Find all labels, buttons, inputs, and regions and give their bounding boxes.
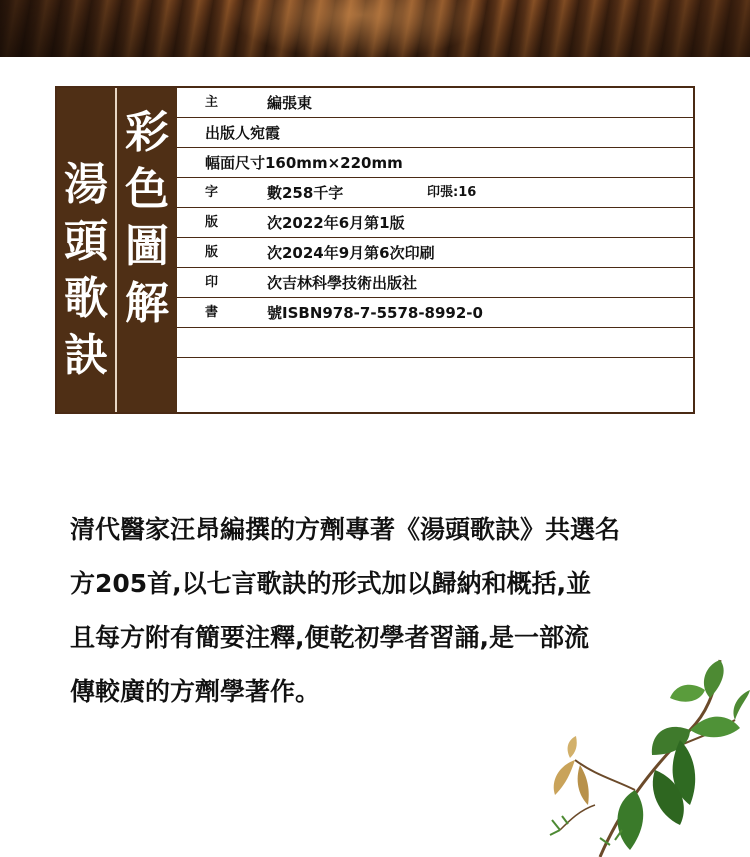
info-label: 字	[205, 185, 219, 200]
book-subtitle-char: 解	[125, 278, 169, 329]
description-line: 方205首,以七言歌訣的形式加以歸納和概括,並	[70, 569, 592, 598]
info-row-empty	[177, 358, 693, 388]
info-label: 主	[205, 95, 219, 110]
info-value: 次2022年6月第1版	[267, 214, 405, 232]
info-extra: 印張:16	[427, 185, 477, 200]
info-row-size	[177, 148, 693, 178]
info-label: 書	[205, 305, 219, 320]
wood-banner	[0, 0, 750, 57]
book-subtitle-char: 色	[125, 164, 169, 215]
info-row-empty	[177, 328, 693, 358]
book-title-char: 湯	[64, 159, 108, 210]
book-subtitle	[118, 104, 176, 332]
info-value: 幅面尺寸160mm×220mm	[205, 154, 403, 172]
description-line: 清代醫家汪昂編撰的方劑專著《湯頭歌訣》共選名	[70, 515, 621, 544]
book-title-char: 訣	[64, 330, 108, 381]
info-label: 版	[205, 215, 219, 230]
info-label: 版	[205, 245, 219, 260]
info-value: 出版人宛霞	[205, 124, 281, 142]
book-title-char: 歌	[64, 273, 108, 324]
book-title	[59, 156, 113, 384]
book-title-char: 頭	[64, 216, 108, 267]
info-value: 編張東	[267, 94, 313, 112]
info-row-printer	[177, 268, 693, 298]
herb-plant-illustration	[540, 640, 750, 857]
info-row-editor	[177, 88, 693, 118]
info-value: 次吉林科學技術出版社	[267, 274, 418, 292]
title-column	[57, 88, 177, 412]
book-subtitle-char: 彩	[125, 107, 169, 158]
info-value: 數258千字	[267, 184, 344, 202]
book-info-card	[55, 86, 695, 414]
info-row-word-count	[177, 178, 693, 208]
info-value: 次2024年9月第6次印刷	[267, 244, 435, 262]
info-row-isbn	[177, 298, 693, 328]
book-subtitle-char: 圖	[125, 221, 169, 272]
info-value: 號ISBN978-7-5578-8992-0	[267, 304, 483, 322]
info-row-publisher	[177, 118, 693, 148]
title-divider	[115, 88, 117, 412]
info-row-edition	[177, 208, 693, 238]
info-label: 印	[205, 275, 219, 290]
info-row-printing	[177, 238, 693, 268]
description-line: 且每方附有簡要注釋,便乾初學者習誦,是一部流	[70, 623, 589, 652]
info-table	[177, 88, 693, 388]
description-line: 傳較廣的方劑學著作。	[70, 677, 321, 706]
